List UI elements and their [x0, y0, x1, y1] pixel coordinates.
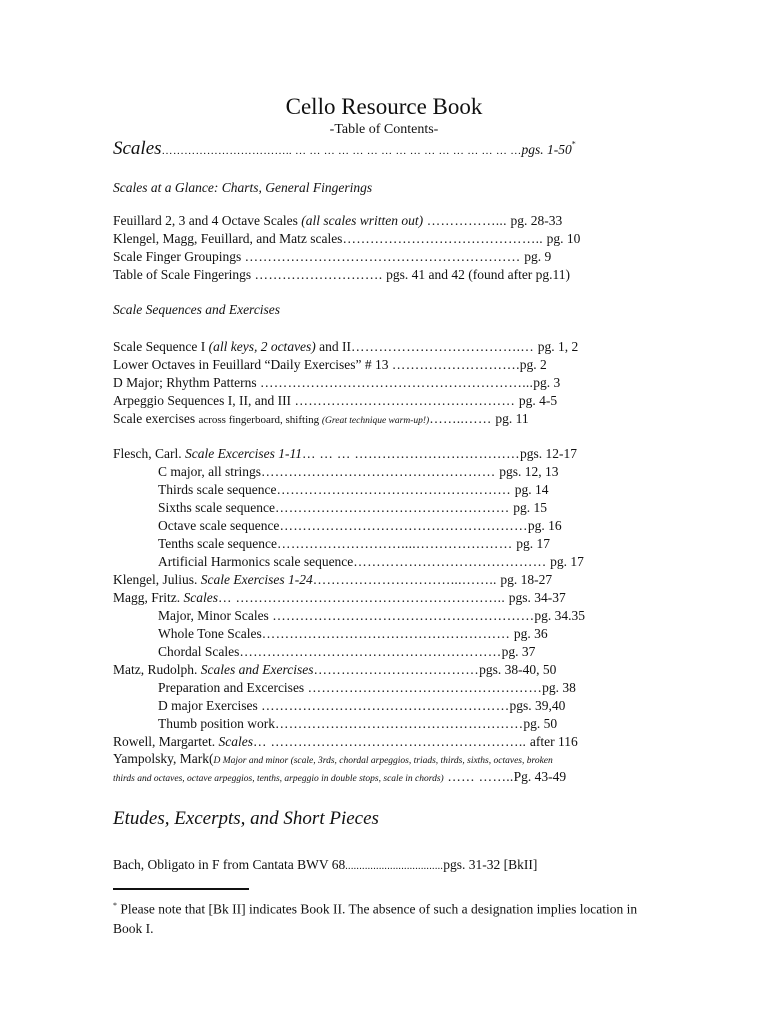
entry-pages: pg. 2	[519, 357, 547, 372]
page-title: Cello Resource Book	[285, 94, 483, 119]
bach-title: Bach, Obligato in F from Cantata BWV 68	[113, 857, 346, 872]
entry-title: D major Exercises	[158, 698, 262, 713]
entry-title: Artificial Harmonics scale sequence	[158, 554, 354, 569]
entry-dots: ……………………………………………	[260, 464, 500, 479]
entry-pages: pg. 14	[514, 482, 549, 497]
footnote-rule	[113, 888, 249, 890]
footnote	[113, 896, 643, 938]
yampolsky-desc-1: D Major and minor (scale, 3rds, chordal arpeggios, triads, thirds, sixths, octaves, broken	[213, 756, 553, 766]
entry-title-italic: Scale Excercises 1-11	[185, 446, 302, 461]
entry-title: Flesch, Carl.	[113, 446, 185, 461]
toc-entry	[113, 212, 562, 229]
entry-dots: ………………………………………………	[261, 626, 514, 641]
entry-dots: ………………………....…………………	[277, 536, 517, 551]
entry-pages: pg. 16	[527, 518, 562, 533]
entry-note-italic: (Great technique warm-up!)	[321, 416, 430, 426]
toc-entry	[158, 715, 557, 732]
toc-entry	[113, 661, 556, 678]
toc-entry	[158, 553, 584, 570]
entry-title: D Major; Rhythm Patterns	[113, 375, 260, 390]
scales-footnote-marker: *	[571, 139, 576, 149]
toc-entry	[158, 535, 550, 552]
entry-dots: ………………………………	[313, 662, 480, 677]
footnote-marker: *	[113, 901, 117, 910]
entry-dots: …………………………………………………	[239, 644, 502, 659]
entry-title: Klengel, Magg, Feuillard, and Matz scales	[113, 231, 343, 246]
entry-pages: pg. 4-5	[518, 393, 558, 408]
toc-entry	[113, 356, 547, 373]
entry-title-italic: Scales	[218, 734, 253, 749]
toc-entry	[113, 248, 551, 265]
entry-pages: pg. 38	[542, 680, 576, 695]
scales-pages: pgs. 1-50	[521, 142, 572, 157]
entry-dots: ……………………………….…	[351, 339, 538, 354]
toc-entry	[113, 230, 580, 247]
entry-title: Octave scale sequence	[158, 518, 280, 533]
entry-title: Whole Tone Scales	[158, 626, 262, 641]
yampolsky-pages: Pg. 43-49	[513, 769, 567, 784]
entry-pages: pg. 36	[513, 626, 548, 641]
entry-dots: …………………………………………………	[272, 608, 535, 623]
entry-dots: ……………………………………………	[276, 482, 515, 497]
toc-entry	[113, 338, 578, 355]
toc-entry	[158, 499, 547, 516]
entry-dots: …………………………………………	[294, 393, 519, 408]
entry-pages: pg. 17	[550, 554, 584, 569]
entry-title-italic: Scales	[183, 590, 218, 605]
entry-pages: pgs. 41 and 42 (found after pg.11)	[386, 267, 571, 282]
entry-dots: ……………………….	[254, 267, 387, 282]
entry-dots: ………………………………………………	[275, 716, 524, 731]
entry-title: Matz, Rudolph.	[113, 662, 201, 677]
yampolsky-name: Yampolsky, Mark(	[113, 751, 214, 766]
entry-title-italic: (all scales written out)	[301, 213, 424, 228]
entry-pages: pgs. 39,40	[509, 698, 566, 713]
entry-pages: pgs. 38-40, 50	[479, 662, 557, 677]
entry-dots: … ………………………………………………..	[252, 734, 530, 749]
entry-pages: pg. 11	[495, 411, 529, 426]
entry-pages: pg. 34.35	[534, 608, 586, 623]
yampolsky-desc-2: thirds and octaves, octave arpeggios, tenths, arpeggio in double stops, scale in chords)	[113, 774, 444, 784]
page-subtitle: -Table of Contents-	[329, 122, 439, 137]
entry-pages: after 116	[529, 734, 578, 749]
entry-title: Thirds scale sequence	[158, 482, 277, 497]
toc-entry	[158, 481, 548, 498]
entry-title: Major, Minor Scales	[158, 608, 273, 623]
toc-entry	[113, 589, 566, 606]
scales-heading: Scales	[113, 138, 162, 159]
scales-at-a-glance-subhead: Scales at a Glance: Charts, General Fingerings	[113, 180, 373, 195]
entry-title: C major, all strings	[158, 464, 261, 479]
entry-dots: ………………………………………………	[279, 518, 528, 533]
entry-pages: pg. 50	[523, 716, 558, 731]
entry-title: Tenths scale sequence	[158, 536, 278, 551]
entry-dots: …………………………...……..	[312, 572, 501, 587]
entry-pages: pg. 9	[524, 249, 552, 264]
entry-title: Preparation and Excercises	[158, 680, 308, 695]
toc-entry	[113, 392, 557, 409]
entry-dots: … …………………………………………………..	[218, 590, 509, 605]
entry-title-italic: Scale Exercises 1-24	[200, 572, 313, 587]
entry-dots: ………………………………………………	[261, 698, 510, 713]
entry-title: Lower Octaves in Feuillard “Daily Exercises” # 13	[113, 357, 392, 372]
toc-entry	[158, 643, 535, 660]
entry-note: across fingerboard, shifting	[198, 414, 322, 426]
bach-dots: ...................................	[345, 861, 444, 872]
entry-title-italic: (all keys, 2 octaves)	[208, 339, 316, 354]
scales-heading-line	[113, 138, 576, 160]
entry-title-italic: Scales and Exercises	[200, 662, 314, 677]
toc-entry	[113, 733, 578, 750]
entry-dots: ……………………………………..	[342, 231, 547, 246]
entry-pages: pg. 18-27	[500, 572, 553, 587]
toc-entry	[113, 374, 560, 391]
entry-title: Scale Finger Groupings	[113, 249, 245, 264]
etudes-heading: Etudes, Excerpts, and Short Pieces	[113, 808, 379, 829]
entry-dots: ……………………………………………………	[244, 249, 525, 264]
toc-entry	[113, 410, 529, 430]
toc-entry	[113, 266, 570, 283]
entry-title: Thumb position work	[158, 716, 275, 731]
scales-dots: …………………………….. … … … … … … … … … … … … … … … …	[161, 145, 522, 157]
entry-title: Magg, Fritz.	[113, 590, 184, 605]
entry-pages: pg. 37	[501, 644, 536, 659]
scale-sequences-subhead: Scale Sequences and Exercises	[113, 302, 281, 317]
toc-entry	[158, 679, 576, 696]
entry-dots: ……………………………………………	[307, 680, 543, 695]
entry-dots: ……..……	[429, 411, 496, 426]
entry-dots: ……………………….	[391, 357, 520, 372]
footnote-text: Please note that [Bk II] indicates Book II. The absence of such a designation implies location in Book I.	[113, 901, 638, 936]
entry-pages: pgs. 34-37	[508, 590, 566, 605]
entry-title: Table of Scale Fingerings	[113, 267, 255, 282]
yampolsky-entry-cont	[113, 768, 566, 788]
toc-entry	[113, 571, 552, 588]
entry-pages: pgs. 12-17	[519, 446, 577, 461]
entry-title: Rowell, Margartet.	[113, 734, 219, 749]
toc-entry	[113, 445, 577, 462]
entry-dots: ……………………………………………	[274, 500, 514, 515]
entry-pages: pg. 17	[516, 536, 550, 551]
entry-title: Sixths scale sequence	[158, 500, 275, 515]
yampolsky-entry	[113, 750, 553, 770]
entry-dots: … … … ………………………………	[301, 446, 520, 461]
entry-pages: pg. 15	[513, 500, 547, 515]
entry-pages: pg. 10	[546, 231, 581, 246]
entry-pages: pg. 3	[533, 375, 561, 390]
toc-entry	[158, 463, 559, 480]
entry-dots: ……………………………………	[353, 554, 551, 569]
entry-title: Chordal Scales	[158, 644, 240, 659]
entry-pages: pg. 28-33	[510, 213, 563, 228]
entry-title: Klengel, Julius.	[113, 572, 201, 587]
entry-title: Scale Sequence I	[113, 339, 209, 354]
entry-title: Feuillard 2, 3 and 4 Octave Scales	[113, 213, 302, 228]
entry-title: Scale exercises	[113, 411, 199, 426]
toc-entry	[158, 607, 585, 624]
bach-entry	[113, 856, 537, 875]
entry-title-cont: and II	[315, 339, 352, 354]
entry-pages: pg. 1, 2	[537, 339, 579, 354]
yampolsky-dots: …… ……..	[443, 769, 514, 784]
entry-dots: …………………………………………………...	[260, 375, 534, 390]
toc-entry	[158, 697, 565, 714]
bach-pages: pgs. 31-32 [BkII]	[443, 857, 538, 872]
entry-title: Arpeggio Sequences I, II, and III	[113, 393, 295, 408]
toc-entry	[158, 625, 548, 642]
entry-pages: pgs. 12, 13	[499, 464, 559, 479]
toc-entry	[158, 517, 562, 534]
entry-dots: ……………...	[423, 213, 511, 228]
